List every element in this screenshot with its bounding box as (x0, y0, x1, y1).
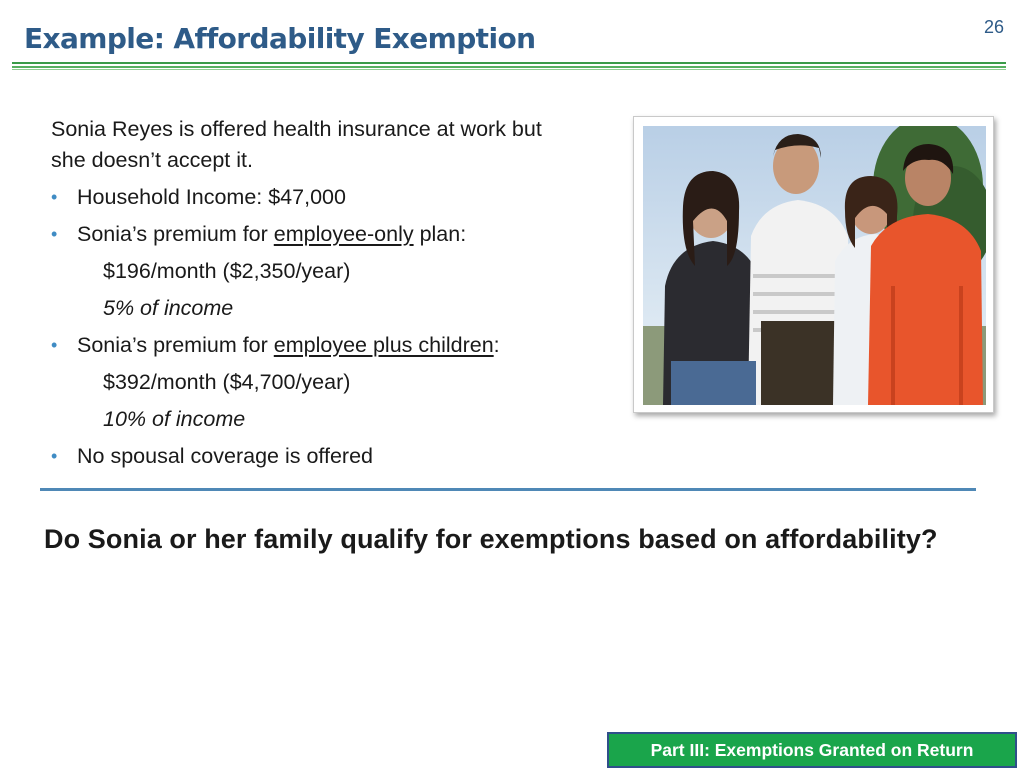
bullet-icon: • (51, 446, 58, 466)
family-photo (633, 116, 994, 413)
bullet-icon: • (51, 335, 58, 355)
bullet-employee-only-premium (51, 219, 621, 250)
slide-title: Example: Affordability Exemption (24, 22, 536, 55)
footer-label: Part III: Exemptions Granted on Return (650, 739, 974, 760)
bullet-icon: • (51, 224, 58, 244)
section-divider (40, 488, 976, 491)
bullet-text: Sonia’s premium for (77, 222, 274, 246)
underlined-term: employee-only (273, 222, 414, 246)
bullet-text: : (493, 333, 500, 357)
bullet-text: Sonia’s premium for (77, 333, 274, 357)
bullet-spousal-coverage (51, 441, 621, 472)
footer-section-label (607, 732, 1017, 768)
bullet-text: Household Income: $47,000 (77, 185, 346, 209)
bullet-employee-children-premium (51, 330, 621, 361)
bullet-icon: • (51, 187, 58, 207)
discussion-question: Do Sonia or her family qualify for exemptions based on affordability? (44, 524, 938, 554)
underlined-term: employee plus children (273, 333, 494, 357)
family-photo-image (643, 126, 986, 405)
premium-amount: $196/month ($2,350/year) (103, 259, 351, 283)
bullet-text: No spousal coverage is offered (77, 444, 374, 468)
premium-percent: 5% of income (103, 296, 234, 320)
premium-percent: 10% of income (103, 407, 246, 431)
intro-line: she doesn’t accept it. (51, 148, 253, 172)
slide-content (51, 114, 621, 472)
bullet-text: plan: (413, 222, 467, 246)
premium-amount: $392/month ($4,700/year) (103, 370, 351, 394)
bullet-household-income (51, 182, 621, 213)
intro-line: Sonia Reyes is offered health insurance at work but (51, 117, 542, 141)
page-number: 26 (983, 17, 1004, 37)
